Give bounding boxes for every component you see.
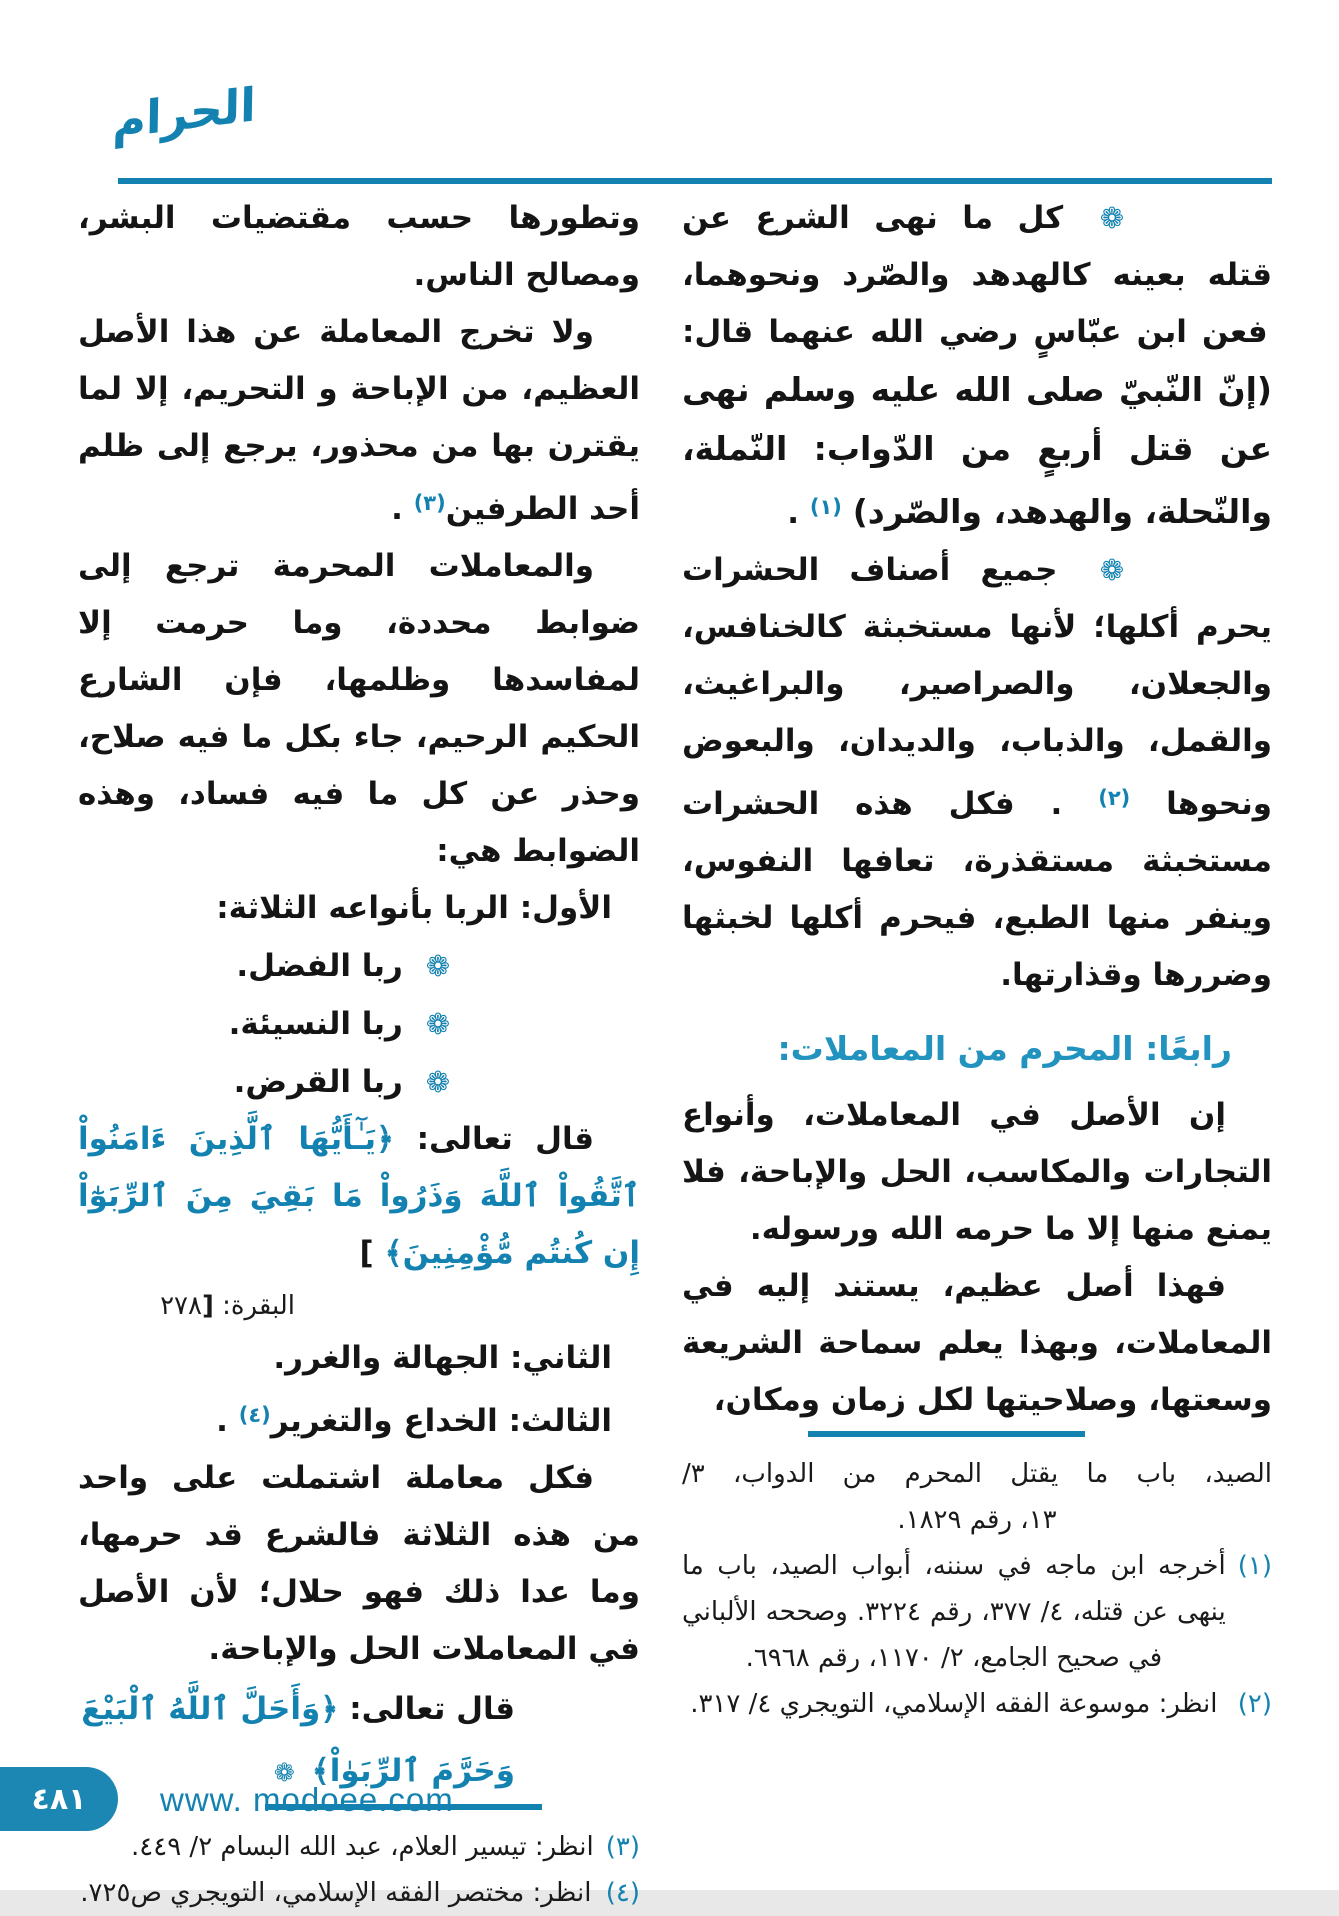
footnote-1-text: أخرجه ابن ماجه في سننه، أبواب الصيد، باب ما ينهى عن قتله، ٤/ ٣٧٧، رقم ٣٢٢٤. وصححه الألباني في صحيح الجامع، ٢/ ١١٧٠، رقم ٦٩٦٨. — [682, 1551, 1226, 1673]
heading-text: الثالث: الخداع والتغرير — [270, 1403, 612, 1439]
footnote-continuation-line1: الصيد، باب ما يقتل المحرم من الدواب، ٣/ — [682, 1459, 1272, 1489]
paragraph-origin-of-dealings: إن الأصل في المعاملات، وأنواع التجارات والمكاسب، الحل والإباحة، فلا يمنع منها إلا ما حرمه الله ورسوله. — [682, 1097, 1272, 1247]
heading-end: . — [216, 1403, 228, 1439]
page-number-badge — [0, 1767, 118, 1831]
footnote-2 — [682, 1681, 1272, 1727]
verse-reference — [78, 1282, 640, 1330]
footnote-2-text: انظر: موسوعة الفقه الإسلامي، التويجري ٤/ ٣١٧. — [690, 1689, 1218, 1719]
bullet2-text-2: . فكل هذه الحشرات مستخبثة مستقذرة، تعافها النفوس، وينفر منها الطبع، فيحرم أكلها لخبثها وضررها وقذارتها. — [682, 786, 1272, 993]
quran-verse-text: ﴿وَأَحَلَّ ٱللَّهُ ٱلْبَيْعَ وَحَرَّمَ ٱلرِّبَوٰاْ﴾ — [81, 1691, 515, 1789]
bullet2-text-1: جميع أصناف الحشرات يحرم أكلها؛ لأنها مستخبثة كالخنافس، والجعلان، والصراصير، والبراغيث، والقمل، والذباب، والديدان، والبعوض ونحوها — [682, 552, 1272, 822]
paragraph-end: . — [391, 491, 403, 527]
paragraph-any-dealing: فكل معاملة اشتملت على واحد من هذه الثلاثة فالشرع قد حرمها، وما عدا ذلك فهو حلال؛ لأن الأصل في المعاملات الحل والإباحة. — [78, 1460, 640, 1667]
left-column — [78, 190, 640, 1916]
footnote-3-number: (٣) — [605, 1832, 640, 1862]
reference-open-bracket: [ — [359, 1235, 374, 1271]
footnote-ref-4: (٤) — [238, 1403, 271, 1427]
page-content — [78, 190, 1272, 1916]
verse-reference-text: البقرة: ٢٧٨ — [160, 1291, 295, 1321]
list-heading-first-riba: الأول: الربا بأنواعه الثلاثة: — [216, 890, 612, 926]
footnote-ref-3: (٣) — [413, 491, 446, 515]
footnotes-right — [682, 1451, 1272, 1727]
footnote-1-number: (١) — [1237, 1551, 1272, 1581]
riba-item-label: ربا القرض. — [233, 1064, 403, 1100]
qala-taala-label: قال تعالى: — [349, 1691, 515, 1727]
bullet1-end: . — [787, 495, 800, 531]
chapter-logo-calligraphy: الحرام — [112, 76, 257, 150]
list-heading-second-gharar: الثاني: الجهالة والغرر. — [273, 1340, 612, 1376]
reference-close-bracket: ] — [201, 1291, 214, 1321]
footnote-2-number: (٢) — [1237, 1689, 1272, 1719]
qala-taala-label: قال تعالى: — [394, 1121, 594, 1157]
paragraph-great-principle: فهذا أصل عظيم، يستند إليه في المعاملات، وبهذا يعلم سماحة الشريعة وسعتها، وصلاحيتها لكل زمان ومكان، — [682, 1268, 1272, 1418]
paragraph-no-exit-from-principle — [78, 304, 640, 538]
footnotes-left — [78, 1824, 640, 1916]
section-heading-fourth: رابعًا: المحرم من المعاملات: — [777, 1029, 1232, 1068]
bullet1-intro-text: كل ما نهى الشرع عن قتله بعينه كالهدهد والصّرد ونحوهما، فعن ابن عبّاسٍ رضي الله عنهما قال: — [682, 200, 1272, 350]
flower-bullet-icon: ❁ — [1099, 553, 1125, 587]
footnote-4-number: (٤) — [605, 1878, 640, 1908]
bullet-paragraph-insects — [682, 542, 1272, 1004]
header-divider-line — [118, 178, 1272, 184]
flower-bullet-icon: ❁ — [425, 1065, 450, 1099]
footnote-1 — [682, 1543, 1272, 1681]
website-text: www. modoee.com — [160, 1781, 454, 1818]
quran-verse-text: ﴿يَـٰٓأَيُّهَا ٱلَّذِينَ ءَامَنُواْ ٱتَّقُواْ ٱللَّهَ وَذَرُواْ مَا بَقِيَ مِنَ ٱلرِّبَوٰٓاْ إِن كُنتُم مُّؤْمِنِينَ﴾ — [78, 1121, 640, 1271]
footnote-divider-line — [808, 1431, 1085, 1437]
paragraph-development: وتطورها حسب مقتضيات البشر، ومصالح الناس. — [78, 200, 640, 293]
paragraph-text: ولا تخرج المعاملة عن هذا الأصل العظيم، من الإباحة و التحريم، إلا لما يقترن بها من محذور، يرجع إلى ظلم أحد الطرفين — [78, 314, 640, 527]
paragraph-forbidden-dealings-rules: والمعاملات المحرمة ترجع إلى ضوابط محددة، وما حرمت إلا لمفاسدها وظلمها، فإن الشارع الحكيم الرحيم، جاء بكل ما فيه صلاح، وحذر عن كل ما فيه فساد، وهذه الضوابط هي: — [78, 548, 640, 869]
page-number: ٤٨١ — [31, 1781, 87, 1817]
flower-bullet-icon: ❁ — [425, 949, 450, 983]
footnote-4-text: انظر: مختصر الفقه الإسلامي، التويجري ص٧٢٥. — [80, 1878, 592, 1908]
footnote-ref-2: (٢) — [1098, 786, 1131, 810]
right-column — [682, 190, 1272, 1916]
footnote-ref-1: (١) — [809, 495, 842, 519]
riba-item-label: ربا الفضل. — [236, 948, 403, 984]
footnote-3-text: انظر: تيسير العلام، عبد الله البسام ٢/ ٤٤٩. — [131, 1832, 594, 1862]
riba-item-qard — [78, 1053, 640, 1111]
bullet-paragraph-forbidden-to-kill — [682, 190, 1272, 542]
ayah-end-ornament-icon: ❁ — [273, 1758, 295, 1787]
footnote-4 — [78, 1870, 640, 1916]
riba-item-fadl — [78, 937, 640, 995]
riba-item-label: ربا النسيئة. — [228, 1006, 403, 1042]
quran-quote-baqara-278 — [78, 1111, 640, 1282]
footnote-continuation-line2: ١٣، رقم ١٨٢٩. — [897, 1505, 1057, 1535]
footnote-3 — [78, 1824, 640, 1870]
flower-bullet-icon: ❁ — [425, 1007, 450, 1041]
hadith-text: (إنّ النّبيّ صلى الله عليه وسلم نهى عن قتل أربعٍ من الدّواب: النّملة، والنّحلة، والهدهد، والصّرد) — [682, 370, 1272, 531]
flower-bullet-icon: ❁ — [1099, 201, 1124, 235]
list-heading-third-deception — [78, 1387, 640, 1450]
riba-item-nasiah — [78, 995, 640, 1053]
